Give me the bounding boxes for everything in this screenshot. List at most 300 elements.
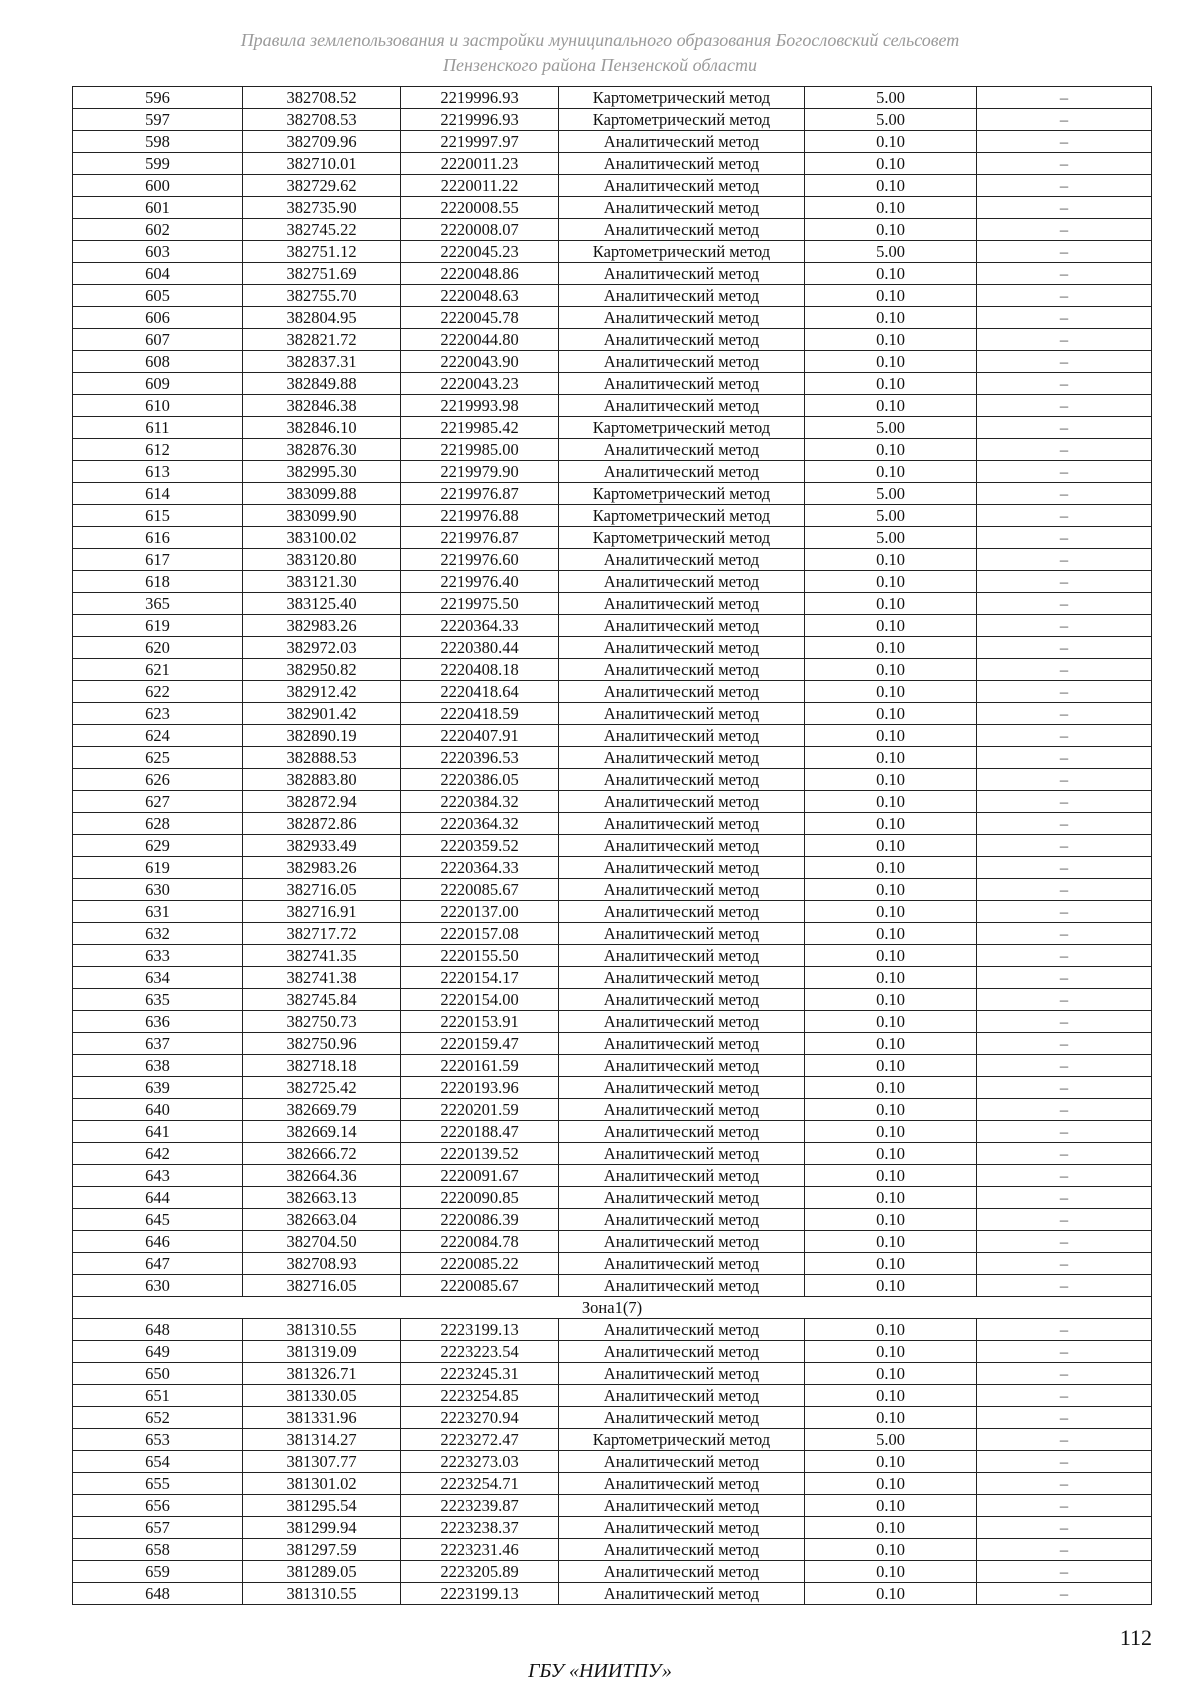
method-cell: Аналитический метод [559, 857, 805, 879]
x-coordinate-cell: 382912.42 [243, 681, 401, 703]
accuracy-cell: 0.10 [805, 307, 977, 329]
method-cell: Картометрический метод [559, 417, 805, 439]
accuracy-cell: 0.10 [805, 857, 977, 879]
y-coordinate-cell: 2220091.67 [401, 1165, 559, 1187]
y-coordinate-cell: 2220201.59 [401, 1099, 559, 1121]
point-number-cell: 602 [73, 219, 243, 241]
point-number-cell: 613 [73, 461, 243, 483]
accuracy-cell: 0.10 [805, 1121, 977, 1143]
y-coordinate-cell: 2223199.13 [401, 1319, 559, 1341]
header-line-1: Правила землепользования и застройки муниципального образования Богословский сельсовет [240, 30, 960, 50]
page-header [0, 28, 1200, 78]
x-coordinate-cell: 382846.38 [243, 395, 401, 417]
accuracy-cell: 0.10 [805, 923, 977, 945]
x-coordinate-cell: 382837.31 [243, 351, 401, 373]
method-cell: Аналитический метод [559, 945, 805, 967]
table-row [73, 285, 1152, 307]
y-coordinate-cell: 2220153.91 [401, 1011, 559, 1033]
accuracy-cell: 5.00 [805, 87, 977, 109]
method-cell: Аналитический метод [559, 791, 805, 813]
note-cell: – [977, 1473, 1152, 1495]
table-row [73, 879, 1152, 901]
method-cell: Аналитический метод [559, 1561, 805, 1583]
note-cell: – [977, 483, 1152, 505]
accuracy-cell: 0.10 [805, 813, 977, 835]
y-coordinate-cell: 2220193.96 [401, 1077, 559, 1099]
x-coordinate-cell: 382729.62 [243, 175, 401, 197]
accuracy-cell: 0.10 [805, 1253, 977, 1275]
point-number-cell: 599 [73, 153, 243, 175]
y-coordinate-cell: 2220048.63 [401, 285, 559, 307]
y-coordinate-cell: 2220011.22 [401, 175, 559, 197]
table-row [73, 835, 1152, 857]
point-number-cell: 648 [73, 1319, 243, 1341]
note-cell: – [977, 967, 1152, 989]
method-cell: Аналитический метод [559, 1077, 805, 1099]
point-number-cell: 645 [73, 1209, 243, 1231]
x-coordinate-cell: 381301.02 [243, 1473, 401, 1495]
method-cell: Аналитический метод [559, 1363, 805, 1385]
table-row [73, 1011, 1152, 1033]
method-cell: Аналитический метод [559, 571, 805, 593]
table-row [73, 923, 1152, 945]
accuracy-cell: 0.10 [805, 571, 977, 593]
y-coordinate-cell: 2223254.71 [401, 1473, 559, 1495]
point-number-cell: 636 [73, 1011, 243, 1033]
note-cell: – [977, 1099, 1152, 1121]
note-cell: – [977, 989, 1152, 1011]
accuracy-cell: 0.10 [805, 1473, 977, 1495]
y-coordinate-cell: 2220008.55 [401, 197, 559, 219]
table-row [73, 1165, 1152, 1187]
point-number-cell: 643 [73, 1165, 243, 1187]
method-cell: Аналитический метод [559, 1187, 805, 1209]
y-coordinate-cell: 2223272.47 [401, 1429, 559, 1451]
accuracy-cell: 0.10 [805, 901, 977, 923]
note-cell: – [977, 153, 1152, 175]
table-row [73, 615, 1152, 637]
table-row [73, 1561, 1152, 1583]
method-cell: Аналитический метод [559, 373, 805, 395]
y-coordinate-cell: 2220154.00 [401, 989, 559, 1011]
table-row [73, 439, 1152, 461]
method-cell: Аналитический метод [559, 1341, 805, 1363]
point-number-cell: 652 [73, 1407, 243, 1429]
method-cell: Аналитический метод [559, 461, 805, 483]
method-cell: Аналитический метод [559, 1253, 805, 1275]
accuracy-cell: 0.10 [805, 197, 977, 219]
note-cell: – [977, 1517, 1152, 1539]
method-cell: Картометрический метод [559, 505, 805, 527]
accuracy-cell: 0.10 [805, 1033, 977, 1055]
point-number-cell: 612 [73, 439, 243, 461]
method-cell: Аналитический метод [559, 747, 805, 769]
accuracy-cell: 0.10 [805, 659, 977, 681]
point-number-cell: 604 [73, 263, 243, 285]
y-coordinate-cell: 2220154.17 [401, 967, 559, 989]
x-coordinate-cell: 382876.30 [243, 439, 401, 461]
table-row [73, 791, 1152, 813]
y-coordinate-cell: 2220159.47 [401, 1033, 559, 1055]
point-number-cell: 617 [73, 549, 243, 571]
accuracy-cell: 0.10 [805, 747, 977, 769]
accuracy-cell: 0.10 [805, 549, 977, 571]
accuracy-cell: 0.10 [805, 1319, 977, 1341]
method-cell: Картометрический метод [559, 87, 805, 109]
note-cell: – [977, 1319, 1152, 1341]
note-cell: – [977, 835, 1152, 857]
point-number-cell: 639 [73, 1077, 243, 1099]
note-cell: – [977, 1583, 1152, 1605]
point-number-cell: 641 [73, 1121, 243, 1143]
note-cell: – [977, 417, 1152, 439]
method-cell: Аналитический метод [559, 1055, 805, 1077]
x-coordinate-cell: 382950.82 [243, 659, 401, 681]
accuracy-cell: 0.10 [805, 219, 977, 241]
table-row [73, 1077, 1152, 1099]
y-coordinate-cell: 2220090.85 [401, 1187, 559, 1209]
accuracy-cell: 0.10 [805, 835, 977, 857]
note-cell: – [977, 527, 1152, 549]
method-cell: Аналитический метод [559, 285, 805, 307]
accuracy-cell: 0.10 [805, 1099, 977, 1121]
x-coordinate-cell: 382821.72 [243, 329, 401, 351]
table-row [73, 197, 1152, 219]
note-cell: – [977, 1033, 1152, 1055]
table-row [73, 1055, 1152, 1077]
x-coordinate-cell: 382872.94 [243, 791, 401, 813]
y-coordinate-cell: 2220418.59 [401, 703, 559, 725]
method-cell: Аналитический метод [559, 637, 805, 659]
x-coordinate-cell: 383099.90 [243, 505, 401, 527]
table-row [73, 1429, 1152, 1451]
y-coordinate-cell: 2220161.59 [401, 1055, 559, 1077]
y-coordinate-cell: 2220407.91 [401, 725, 559, 747]
method-cell: Аналитический метод [559, 1231, 805, 1253]
x-coordinate-cell: 383100.02 [243, 527, 401, 549]
y-coordinate-cell: 2223254.85 [401, 1385, 559, 1407]
accuracy-cell: 0.10 [805, 681, 977, 703]
y-coordinate-cell: 2220011.23 [401, 153, 559, 175]
point-number-cell: 628 [73, 813, 243, 835]
note-cell: – [977, 901, 1152, 923]
accuracy-cell: 0.10 [805, 351, 977, 373]
point-number-cell: 621 [73, 659, 243, 681]
point-number-cell: 605 [73, 285, 243, 307]
x-coordinate-cell: 383121.30 [243, 571, 401, 593]
table-row [73, 329, 1152, 351]
point-number-cell: 630 [73, 1275, 243, 1297]
x-coordinate-cell: 383120.80 [243, 549, 401, 571]
accuracy-cell: 5.00 [805, 527, 977, 549]
x-coordinate-cell: 382890.19 [243, 725, 401, 747]
accuracy-cell: 0.10 [805, 263, 977, 285]
accuracy-cell: 0.10 [805, 1055, 977, 1077]
x-coordinate-cell: 382664.36 [243, 1165, 401, 1187]
y-coordinate-cell: 2220008.07 [401, 219, 559, 241]
point-number-cell: 620 [73, 637, 243, 659]
x-coordinate-cell: 382750.96 [243, 1033, 401, 1055]
method-cell: Аналитический метод [559, 1165, 805, 1187]
table-row [73, 1319, 1152, 1341]
accuracy-cell: 0.10 [805, 703, 977, 725]
method-cell: Аналитический метод [559, 439, 805, 461]
point-number-cell: 640 [73, 1099, 243, 1121]
accuracy-cell: 0.10 [805, 1517, 977, 1539]
point-number-cell: 619 [73, 615, 243, 637]
point-number-cell: 614 [73, 483, 243, 505]
page-footer: ГБУ «НИИТПУ» [528, 1660, 672, 1682]
x-coordinate-cell: 382995.30 [243, 461, 401, 483]
x-coordinate-cell: 381310.55 [243, 1319, 401, 1341]
x-coordinate-cell: 382755.70 [243, 285, 401, 307]
accuracy-cell: 5.00 [805, 1429, 977, 1451]
point-number-cell: 603 [73, 241, 243, 263]
table-row [73, 637, 1152, 659]
method-cell: Аналитический метод [559, 1319, 805, 1341]
note-cell: – [977, 725, 1152, 747]
note-cell: – [977, 1407, 1152, 1429]
accuracy-cell: 0.10 [805, 329, 977, 351]
page-number: 112 [1119, 1625, 1152, 1650]
note-cell: – [977, 263, 1152, 285]
point-number-cell: 622 [73, 681, 243, 703]
accuracy-cell: 0.10 [805, 131, 977, 153]
x-coordinate-cell: 381330.05 [243, 1385, 401, 1407]
accuracy-cell: 0.10 [805, 175, 977, 197]
accuracy-cell: 0.10 [805, 285, 977, 307]
method-cell: Аналитический метод [559, 1011, 805, 1033]
point-number-cell: 638 [73, 1055, 243, 1077]
point-number-cell: 365 [73, 593, 243, 615]
y-coordinate-cell: 2220418.64 [401, 681, 559, 703]
note-cell: – [977, 857, 1152, 879]
method-cell: Аналитический метод [559, 989, 805, 1011]
point-number-cell: 598 [73, 131, 243, 153]
accuracy-cell: 0.10 [805, 1187, 977, 1209]
note-cell: – [977, 593, 1152, 615]
method-cell: Аналитический метод [559, 1033, 805, 1055]
note-cell: – [977, 329, 1152, 351]
method-cell: Картометрический метод [559, 483, 805, 505]
x-coordinate-cell: 383099.88 [243, 483, 401, 505]
table-row [73, 1495, 1152, 1517]
table-row [73, 769, 1152, 791]
accuracy-cell: 0.10 [805, 153, 977, 175]
method-cell: Картометрический метод [559, 527, 805, 549]
y-coordinate-cell: 2220048.86 [401, 263, 559, 285]
note-cell: – [977, 1341, 1152, 1363]
y-coordinate-cell: 2220188.47 [401, 1121, 559, 1143]
table-row [73, 901, 1152, 923]
method-cell: Аналитический метод [559, 879, 805, 901]
table-row [73, 527, 1152, 549]
point-number-cell: 646 [73, 1231, 243, 1253]
table-row [73, 967, 1152, 989]
accuracy-cell: 0.10 [805, 637, 977, 659]
accuracy-cell: 5.00 [805, 241, 977, 263]
note-cell: – [977, 1429, 1152, 1451]
note-cell: – [977, 1187, 1152, 1209]
y-coordinate-cell: 2219985.00 [401, 439, 559, 461]
accuracy-cell: 0.10 [805, 879, 977, 901]
y-coordinate-cell: 2223199.13 [401, 1583, 559, 1605]
point-number-cell: 629 [73, 835, 243, 857]
table-row [73, 989, 1152, 1011]
note-cell: – [977, 1077, 1152, 1099]
note-cell: – [977, 879, 1152, 901]
x-coordinate-cell: 382716.05 [243, 1275, 401, 1297]
x-coordinate-cell: 382717.72 [243, 923, 401, 945]
note-cell: – [977, 1231, 1152, 1253]
note-cell: – [977, 1539, 1152, 1561]
note-cell: – [977, 769, 1152, 791]
note-cell: – [977, 241, 1152, 263]
table-row [73, 725, 1152, 747]
y-coordinate-cell: 2219996.93 [401, 87, 559, 109]
x-coordinate-cell: 381307.77 [243, 1451, 401, 1473]
x-coordinate-cell: 382666.72 [243, 1143, 401, 1165]
table-row [73, 1033, 1152, 1055]
y-coordinate-cell: 2220155.50 [401, 945, 559, 967]
note-cell: – [977, 1055, 1152, 1077]
table-row [73, 857, 1152, 879]
method-cell: Аналитический метод [559, 153, 805, 175]
point-number-cell: 632 [73, 923, 243, 945]
table-row [73, 1385, 1152, 1407]
point-number-cell: 631 [73, 901, 243, 923]
note-cell: – [977, 197, 1152, 219]
method-cell: Картометрический метод [559, 109, 805, 131]
method-cell: Аналитический метод [559, 813, 805, 835]
note-cell: – [977, 505, 1152, 527]
point-number-cell: 656 [73, 1495, 243, 1517]
y-coordinate-cell: 2219979.90 [401, 461, 559, 483]
y-coordinate-cell: 2223238.37 [401, 1517, 559, 1539]
method-cell: Аналитический метод [559, 197, 805, 219]
zone-header-row [73, 1297, 1152, 1319]
x-coordinate-cell: 382983.26 [243, 857, 401, 879]
accuracy-cell: 0.10 [805, 615, 977, 637]
note-cell: – [977, 175, 1152, 197]
x-coordinate-cell: 382972.03 [243, 637, 401, 659]
zone-label: Зона1(7) [73, 1297, 1152, 1319]
point-number-cell: 624 [73, 725, 243, 747]
note-cell: – [977, 1165, 1152, 1187]
method-cell: Аналитический метод [559, 1121, 805, 1143]
note-cell: – [977, 439, 1152, 461]
method-cell: Аналитический метод [559, 1385, 805, 1407]
point-number-cell: 658 [73, 1539, 243, 1561]
y-coordinate-cell: 2220396.53 [401, 747, 559, 769]
point-number-cell: 655 [73, 1473, 243, 1495]
point-number-cell: 596 [73, 87, 243, 109]
x-coordinate-cell: 382983.26 [243, 615, 401, 637]
accuracy-cell: 5.00 [805, 505, 977, 527]
table-row [73, 395, 1152, 417]
accuracy-cell: 5.00 [805, 417, 977, 439]
table-row [73, 153, 1152, 175]
table-row [73, 219, 1152, 241]
note-cell: – [977, 351, 1152, 373]
x-coordinate-cell: 381310.55 [243, 1583, 401, 1605]
table-row [73, 1539, 1152, 1561]
y-coordinate-cell: 2219997.97 [401, 131, 559, 153]
table-row [73, 1187, 1152, 1209]
y-coordinate-cell: 2223245.31 [401, 1363, 559, 1385]
table-row [73, 373, 1152, 395]
table-row [73, 747, 1152, 769]
x-coordinate-cell: 382933.49 [243, 835, 401, 857]
method-cell: Аналитический метод [559, 967, 805, 989]
accuracy-cell: 0.10 [805, 1143, 977, 1165]
method-cell: Аналитический метод [559, 901, 805, 923]
note-cell: – [977, 87, 1152, 109]
accuracy-cell: 0.10 [805, 1407, 977, 1429]
note-cell: – [977, 373, 1152, 395]
y-coordinate-cell: 2223273.03 [401, 1451, 559, 1473]
note-cell: – [977, 219, 1152, 241]
note-cell: – [977, 1253, 1152, 1275]
method-cell: Аналитический метод [559, 307, 805, 329]
y-coordinate-cell: 2220045.78 [401, 307, 559, 329]
point-number-cell: 647 [73, 1253, 243, 1275]
table-row [73, 593, 1152, 615]
note-cell: – [977, 1495, 1152, 1517]
table-row [73, 1583, 1152, 1605]
y-coordinate-cell: 2220364.32 [401, 813, 559, 835]
x-coordinate-cell: 382710.01 [243, 153, 401, 175]
accuracy-cell: 0.10 [805, 1077, 977, 1099]
note-cell: – [977, 681, 1152, 703]
y-coordinate-cell: 2219976.60 [401, 549, 559, 571]
accuracy-cell: 0.10 [805, 1231, 977, 1253]
method-cell: Аналитический метод [559, 1143, 805, 1165]
accuracy-cell: 0.10 [805, 1385, 977, 1407]
point-number-cell: 597 [73, 109, 243, 131]
table-row [73, 1231, 1152, 1253]
point-number-cell: 607 [73, 329, 243, 351]
note-cell: – [977, 307, 1152, 329]
accuracy-cell: 0.10 [805, 395, 977, 417]
method-cell: Аналитический метод [559, 1407, 805, 1429]
y-coordinate-cell: 2219976.88 [401, 505, 559, 527]
y-coordinate-cell: 2220086.39 [401, 1209, 559, 1231]
table-row [73, 263, 1152, 285]
note-cell: – [977, 813, 1152, 835]
method-cell: Аналитический метод [559, 1539, 805, 1561]
point-number-cell: 642 [73, 1143, 243, 1165]
accuracy-cell: 5.00 [805, 109, 977, 131]
point-number-cell: 625 [73, 747, 243, 769]
point-number-cell: 651 [73, 1385, 243, 1407]
y-coordinate-cell: 2220386.05 [401, 769, 559, 791]
point-number-cell: 601 [73, 197, 243, 219]
table-row [73, 461, 1152, 483]
accuracy-cell: 0.10 [805, 593, 977, 615]
method-cell: Аналитический метод [559, 769, 805, 791]
accuracy-cell: 0.10 [805, 1561, 977, 1583]
note-cell: – [977, 131, 1152, 153]
note-cell: – [977, 703, 1152, 725]
accuracy-cell: 0.10 [805, 945, 977, 967]
method-cell: Аналитический метод [559, 351, 805, 373]
y-coordinate-cell: 2220085.67 [401, 1275, 559, 1297]
coordinates-table [72, 86, 1152, 1605]
x-coordinate-cell: 381319.09 [243, 1341, 401, 1363]
y-coordinate-cell: 2219993.98 [401, 395, 559, 417]
point-number-cell: 626 [73, 769, 243, 791]
